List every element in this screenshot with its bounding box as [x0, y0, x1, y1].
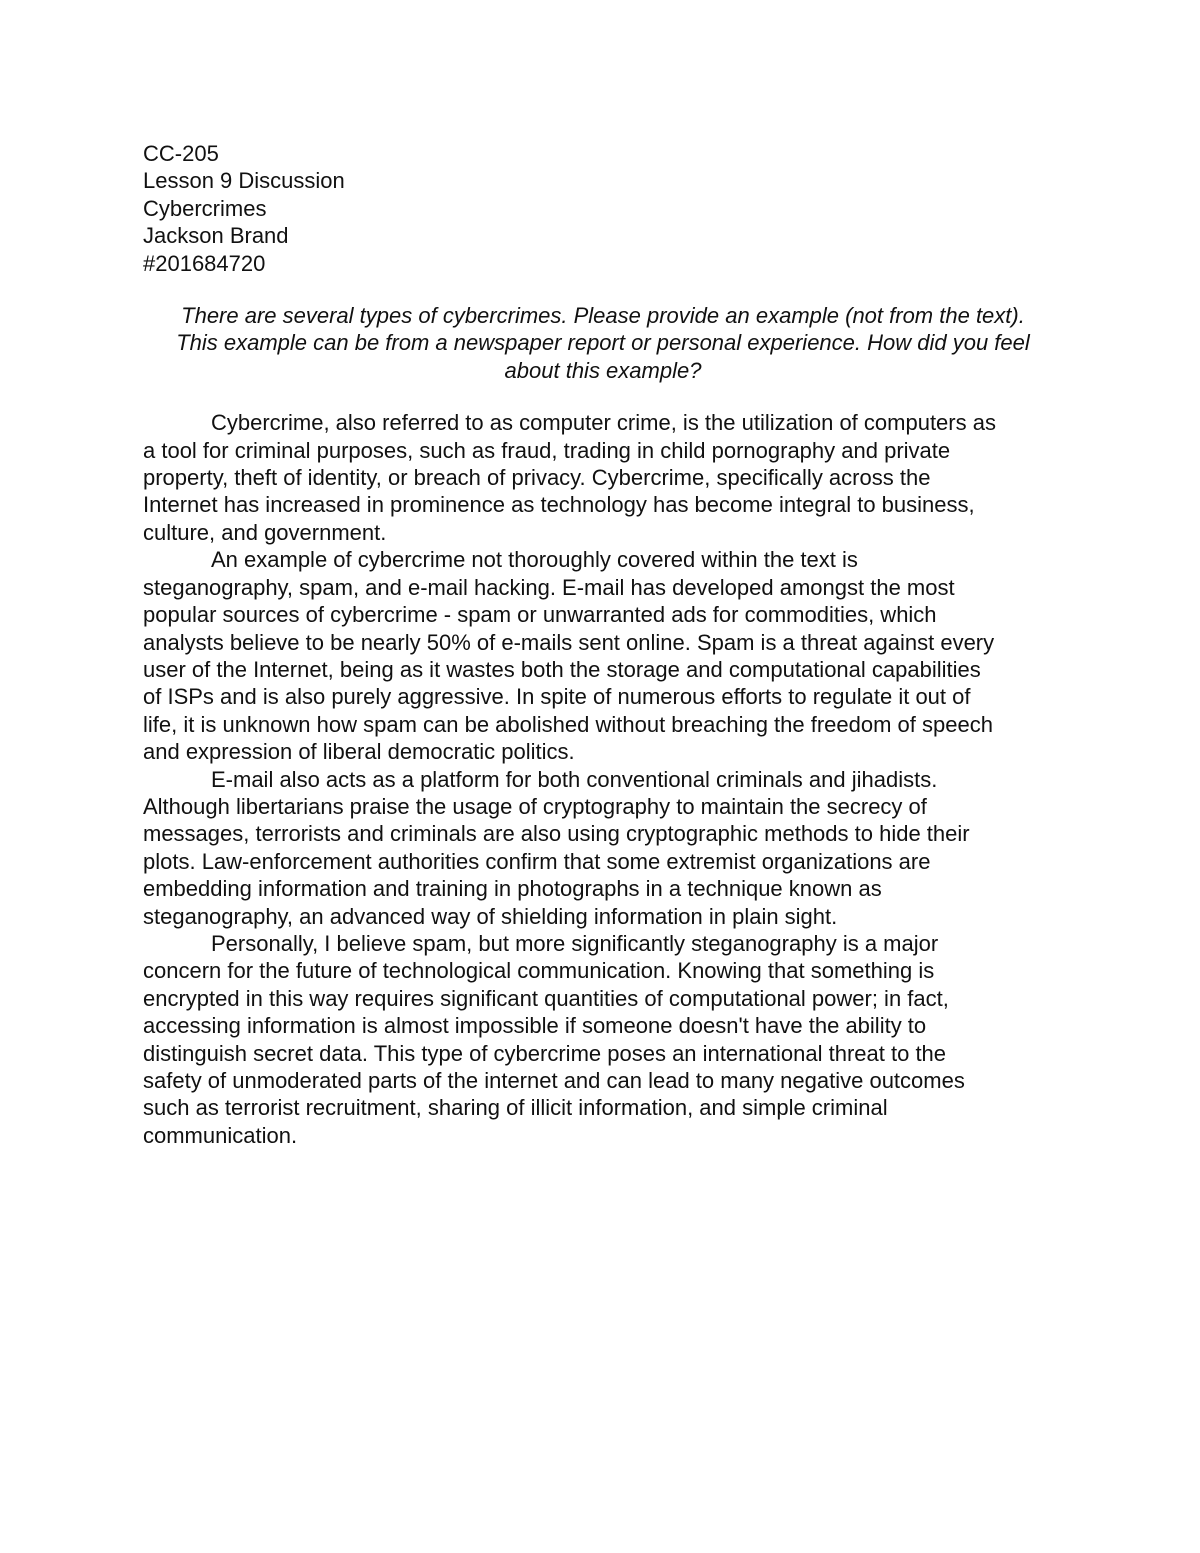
paragraph-line: Internet has increased in prominence as technology has become integral to business,	[143, 492, 975, 518]
paragraph-line: concern for the future of technological communication. Knowing that something is	[143, 958, 935, 984]
paragraph-line: Cybercrime, also referred to as computer crime, is the utilization of computers as	[211, 410, 996, 436]
paragraph-line: safety of unmoderated parts of the internet and can lead to many negative outcomes	[143, 1068, 965, 1093]
paragraph-line: accessing information is almost impossible if someone doesn't have the ability to	[143, 1013, 927, 1039]
paragraph-line: messages, terrorists and criminals are also using cryptographic methods to hide their	[143, 821, 970, 847]
paragraph-line: steganography, spam, and e-mail hacking. E-mail has developed amongst the most	[143, 574, 955, 600]
paragraph-line: communication.	[143, 1122, 298, 1148]
paragraph-line: An example of cybercrime not thoroughly covered within the text is	[211, 547, 858, 573]
paragraph-line: user of the Internet, being as it wastes both the storage and computational capabilities	[143, 656, 981, 682]
paragraph-line: encrypted in this way requires significant quantities of computational power; in fact,	[143, 985, 949, 1011]
body-paragraph	[143, 409, 1063, 546]
assignment-title: Lesson 9 Discussion	[143, 168, 345, 194]
paragraph-line: such as terrorist recruitment, sharing of illicit information, and simple criminal	[143, 1095, 888, 1121]
body-paragraph	[143, 546, 1063, 765]
document-header	[143, 140, 1063, 277]
prompt-line: This example can be from a newspaper report or personal experience. How did you feel	[176, 330, 1030, 356]
paragraph-line: popular sources of cybercrime - spam or unwarranted ads for commodities, which	[143, 602, 937, 628]
course-code: CC-205	[143, 141, 219, 166]
paragraph-line: property, theft of identity, or breach of privacy. Cybercrime, specifically across the	[143, 465, 931, 491]
paragraph-line: culture, and government.	[143, 519, 387, 545]
essay-body	[143, 409, 1063, 1149]
paragraph-line: plots. Law-enforcement authorities confirm that some extremist organizations are	[143, 848, 931, 874]
topic-title: Cybercrimes	[143, 195, 267, 221]
paragraph-line: life, it is unknown how spam can be abolished without breaching the freedom of speech	[143, 711, 993, 737]
paragraph-line: a tool for criminal purposes, such as fraud, trading in child pornography and private	[143, 437, 951, 463]
paragraph-line: embedding information and training in photographs in a technique known as	[143, 876, 882, 902]
prompt-line: about this example?	[504, 357, 702, 383]
body-paragraph	[143, 930, 1063, 1149]
student-id: #201684720	[143, 250, 266, 276]
prompt-line: There are several types of cybercrimes. Please provide an example (not from the text).	[181, 303, 1025, 329]
paragraph-line: E-mail also acts as a platform for both conventional criminals and jihadists.	[211, 766, 938, 792]
paragraph-line: analysts believe to be nearly 50% of e-mails sent online. Spam is a threat against every	[143, 629, 995, 655]
body-paragraph	[143, 766, 1063, 930]
paragraph-line: distinguish secret data. This type of cybercrime poses an international threat to the	[143, 1040, 947, 1066]
discussion-prompt	[143, 302, 1063, 384]
paragraph-line: Although libertarians praise the usage of cryptography to maintain the secrecy of	[143, 793, 927, 819]
paragraph-line: of ISPs and is also purely aggressive. In spite of numerous efforts to regulate it out of	[143, 684, 971, 710]
author-name: Jackson Brand	[143, 223, 289, 249]
paragraph-line: and expression of liberal democratic politics.	[143, 739, 575, 765]
paragraph-line: steganography, an advanced way of shielding information in plain sight.	[143, 903, 838, 929]
paragraph-line: Personally, I believe spam, but more significantly steganography is a major	[211, 930, 939, 956]
document-page	[143, 140, 1063, 1149]
